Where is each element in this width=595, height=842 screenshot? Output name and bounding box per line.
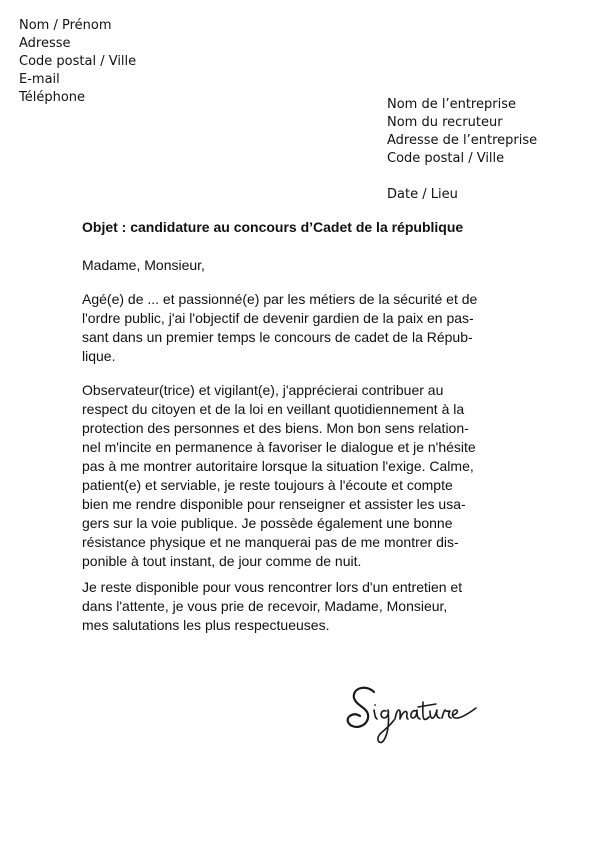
sender-name: Nom / Prénom bbox=[19, 18, 112, 33]
paragraph-line: résistance physique et ne manquerai pas de me montrer dis- bbox=[82, 534, 459, 550]
paragraph-line: dans l'attente, je vous prie de recevoir, Madame, Monsieur, bbox=[82, 598, 448, 614]
paragraph-line: gers sur la voie publique. Je possède également une bonne bbox=[82, 515, 453, 531]
paragraph-2 bbox=[82, 381, 512, 571]
sender-block bbox=[19, 17, 136, 107]
letter-subject: Objet : candidature au concours d’Cadet de la république bbox=[82, 219, 464, 235]
paragraph-line: nel m'incite en permanence à favoriser le dialogue et je n'hésite bbox=[82, 439, 476, 455]
paragraph-line: Agé(e) de ... et passionné(e) par les métiers de la sécurité et de bbox=[82, 291, 478, 307]
paragraph-line: Observateur(trice) et vigilant(e), j'apprécierai contribuer au bbox=[82, 382, 444, 398]
paragraph-line: pas à me montrer autoritaire lorsque la situation l'exige. Calme, bbox=[82, 458, 474, 474]
sender-postal-city: Code postal / Ville bbox=[19, 54, 137, 69]
paragraph-line: lique. bbox=[82, 348, 116, 364]
recipient-block bbox=[387, 96, 537, 168]
recipient-company-address: Adresse de l’entreprise bbox=[387, 133, 538, 148]
sender-address: Adresse bbox=[19, 36, 71, 51]
paragraph-line: mes salutations les plus respectueuses. bbox=[82, 617, 330, 633]
paragraph-line: respect du citoyen et de la loi en veillant quotidiennement à la bbox=[82, 401, 465, 417]
paragraph-1 bbox=[82, 290, 512, 366]
paragraph-line: protection des personnes et des biens. Mon bon sens relation- bbox=[82, 420, 469, 436]
letter-salutation: Madame, Monsieur, bbox=[82, 257, 205, 273]
paragraph-line: Je reste disponible pour vous rencontrer lors d'un entretien et bbox=[82, 579, 463, 595]
date-place: Date / Lieu bbox=[387, 187, 458, 202]
recipient-company: Nom de l’entreprise bbox=[387, 97, 516, 112]
paragraph-line: l'ordre public, j'ai l'objectif de devenir gardien de la paix en pas- bbox=[82, 310, 474, 326]
recipient-recruiter: Nom du recruteur bbox=[387, 115, 503, 130]
recipient-postal-city: Code postal / Ville bbox=[387, 151, 505, 166]
paragraph-line: sant dans un premier temps le concours de cadet de la Répub- bbox=[82, 329, 473, 345]
paragraph-line: bien me rendre disponible pour renseigner et assister les usa- bbox=[82, 496, 466, 512]
sender-email: E-mail bbox=[19, 72, 60, 87]
handwritten-signature bbox=[344, 680, 494, 750]
paragraph-3 bbox=[82, 578, 512, 635]
paragraph-line: patient(e) et serviable, je reste toujours à l'écoute et compte bbox=[82, 477, 453, 493]
paragraph-line: ponible à tout instant, de jour comme de nuit. bbox=[82, 553, 362, 569]
sender-phone: Téléphone bbox=[19, 90, 86, 105]
